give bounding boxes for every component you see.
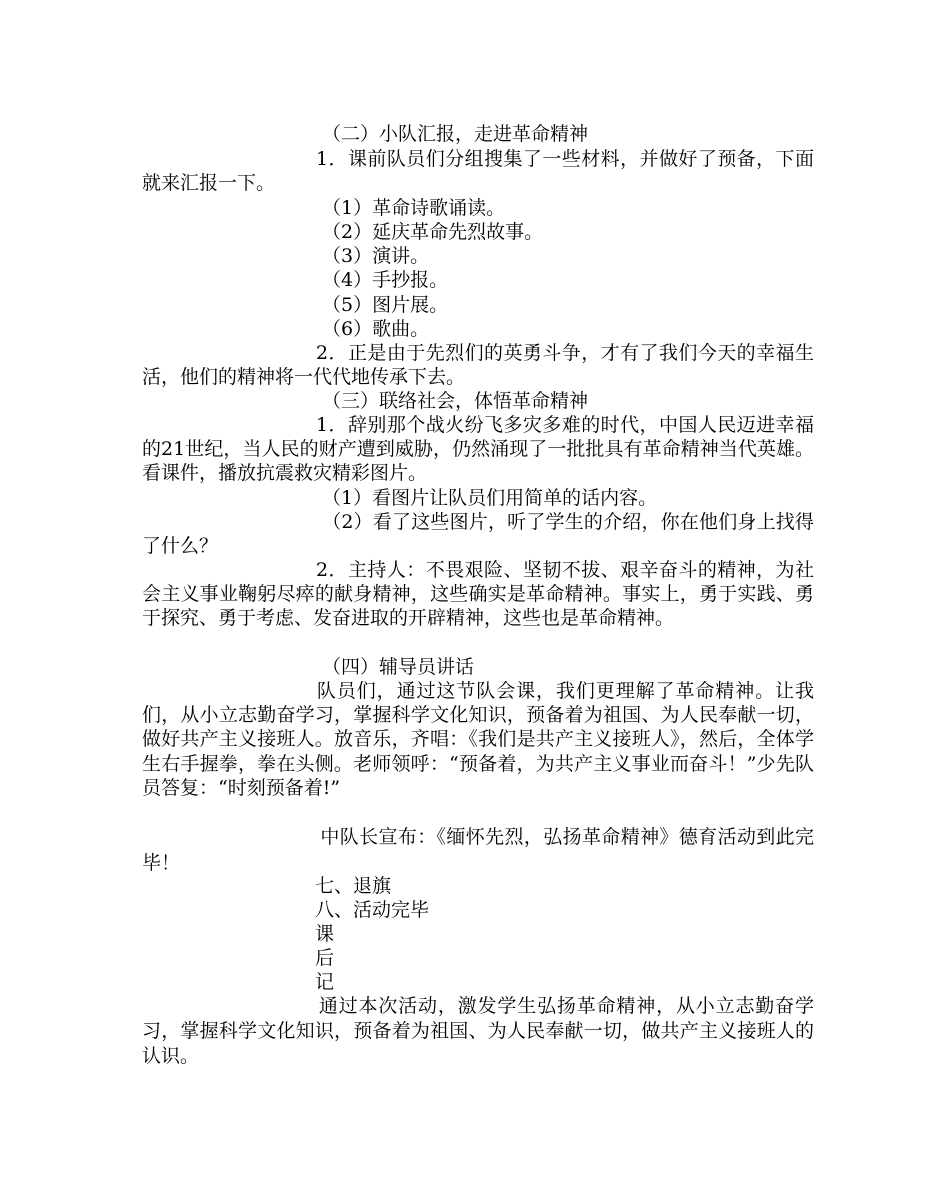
section2-item2: 2．正是由于先烈们的英勇斗争，才有了我们今天的幸福生活，他们的精神将一代代地传承下去。	[142, 342, 814, 389]
section3-sub2: （2）看了这些图片，听了学生的介绍，你在他们身上找得了什么？	[142, 511, 814, 558]
section4-heading: （四）辅导员讲话	[322, 656, 475, 678]
section4-speech: 队员们，通过这节队会课，我们更理解了革命精神。让我们，从小立志勤奋学习，掌握科学文化知识，预备着为祖国、为人民奉献一切，做好共产主义接班人。放音乐，齐唱：《我们是共产主义接班人》，然后，全体学生右手握拳，拳在头侧。老师领呼：“预备着，为共产主义事业而奋斗！”少先队员答复：“时刻预备着!”	[142, 680, 814, 799]
postscript-label-char-2: 后	[315, 947, 335, 969]
postscript-text: 通过本次活动，激发学生弘扬革命精神，从小立志勤奋学习，掌握科学文化知识，预备着为祖国、为人民奉献一切，做共产主义接班人的认识。	[142, 995, 814, 1067]
section3-heading: （三）联络社会，体悟革命精神	[322, 390, 589, 412]
section3-item2: 2．主持人：不畏艰险、坚韧不拔、艰辛奋斗的精神，为社会主义事业鞠躬尽瘁的献身精神，这些确实是革命精神。事实上，勇于实践、勇于探究、勇于考虑、发奋进取的开辟精神，这些也是革命精神。	[142, 559, 814, 630]
section2-subitem-5: （5）图片展。	[322, 294, 449, 316]
section2-subitem-6: （6）歌曲。	[322, 318, 430, 340]
section2-heading: （二）小队汇报，走进革命精神	[322, 123, 589, 145]
step-8: 八、活动完毕	[315, 899, 430, 921]
section2-subitem-3: （3）演讲。	[322, 245, 430, 267]
section2-subitem-2: （2）延庆革命先烈故事。	[322, 221, 544, 243]
section3-item1: 1．辞别那个战火纷飞多灾多难的时代，中国人民迈进幸福的21世纪，当人民的财产遭到威胁，仍然涌现了一批批具有革命精神当代英雄。看课件，播放抗震救灾精彩图片。	[142, 414, 814, 485]
step-7: 七、退旗	[315, 875, 392, 897]
section3-sub1: （1）看图片让队员们用简单的话内容。	[322, 487, 658, 509]
section2-subitem-1: （1）革命诗歌诵读。	[322, 197, 506, 219]
section4-announce: 中队长宣布：《缅怀先烈，弘扬革命精神》德育活动到此完毕！	[142, 826, 814, 874]
postscript-label-char-1: 课	[315, 923, 335, 945]
postscript-label-char-3: 记	[315, 971, 335, 993]
section2-subitem-4: （4）手抄报。	[322, 269, 449, 291]
section2-item1: 1．课前队员们分组搜集了一些材料，并做好了预备，下面就来汇报一下。	[142, 148, 814, 195]
